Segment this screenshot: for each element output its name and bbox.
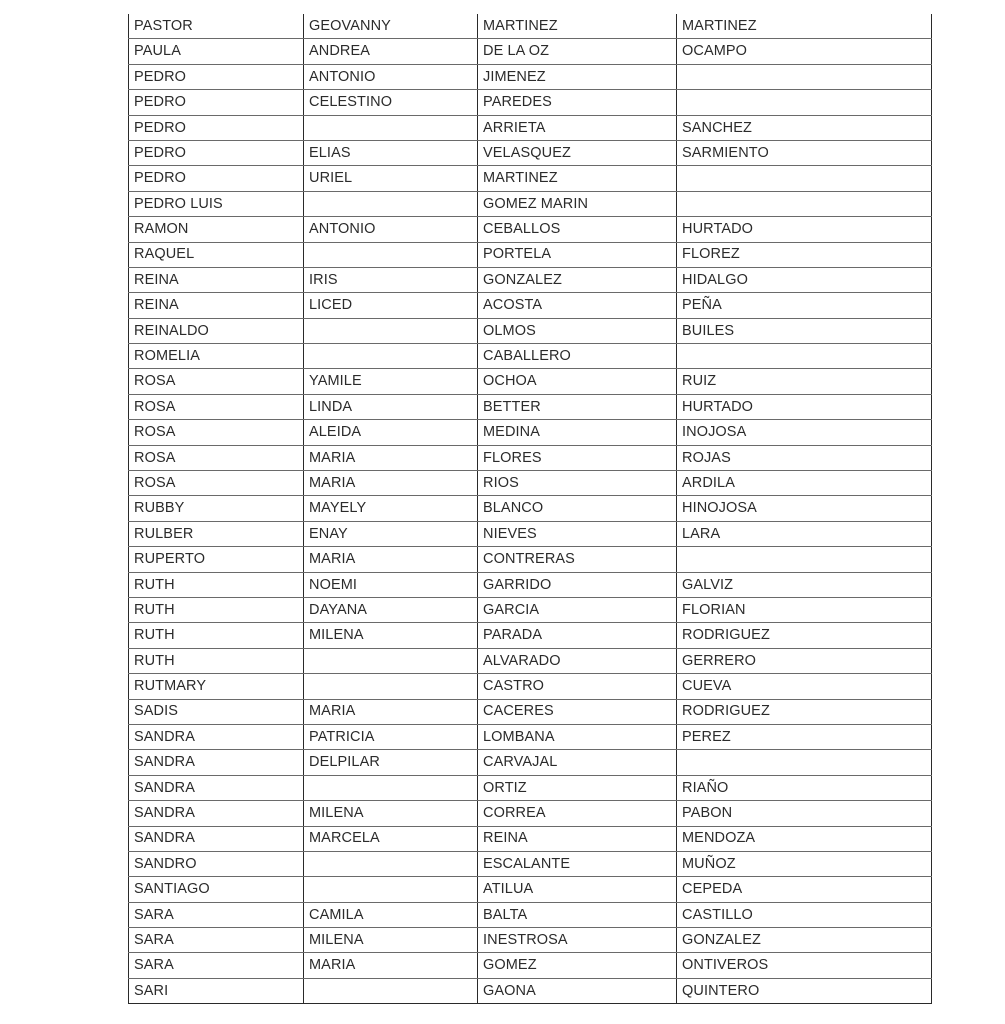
table-row (129, 978, 932, 1003)
first-surname-cell: ALVARADO (478, 648, 677, 673)
first-name-cell: PEDRO LUIS (129, 191, 304, 216)
middle-name-cell: MARIA (304, 547, 478, 572)
middle-name-cell (304, 978, 478, 1003)
table-row (129, 826, 932, 851)
table-row (129, 801, 932, 826)
second-surname-cell: CEPEDA (677, 877, 932, 902)
middle-name-cell (304, 242, 478, 267)
table-row (129, 851, 932, 876)
middle-name-cell (304, 115, 478, 140)
table-row (129, 953, 932, 978)
second-surname-cell: FLOREZ (677, 242, 932, 267)
table-row (129, 775, 932, 800)
first-name-cell: RUPERTO (129, 547, 304, 572)
first-surname-cell: GONZALEZ (478, 267, 677, 292)
second-surname-cell: LARA (677, 521, 932, 546)
table-row (129, 369, 932, 394)
first-surname-cell: PORTELA (478, 242, 677, 267)
table-row (129, 597, 932, 622)
table-row (129, 191, 932, 216)
second-surname-cell: HURTADO (677, 394, 932, 419)
first-name-cell: RAQUEL (129, 242, 304, 267)
first-surname-cell: ARRIETA (478, 115, 677, 140)
first-surname-cell: CEBALLOS (478, 217, 677, 242)
second-surname-cell (677, 344, 932, 369)
second-surname-cell: CUEVA (677, 674, 932, 699)
names-table-body (129, 14, 932, 1004)
middle-name-cell: MARIA (304, 699, 478, 724)
second-surname-cell: RODRIGUEZ (677, 623, 932, 648)
second-surname-cell: INOJOSA (677, 420, 932, 445)
middle-name-cell: MARIA (304, 445, 478, 470)
first-name-cell: PASTOR (129, 14, 304, 39)
table-row (129, 394, 932, 419)
first-name-cell: SANDRA (129, 801, 304, 826)
names-table (128, 14, 932, 1004)
second-surname-cell: FLORIAN (677, 597, 932, 622)
second-surname-cell: OCAMPO (677, 39, 932, 64)
middle-name-cell: URIEL (304, 166, 478, 191)
first-name-cell: SARI (129, 978, 304, 1003)
second-surname-cell: PEÑA (677, 293, 932, 318)
middle-name-cell: CAMILA (304, 902, 478, 927)
second-surname-cell: PABON (677, 801, 932, 826)
middle-name-cell (304, 674, 478, 699)
middle-name-cell: ANTONIO (304, 64, 478, 89)
second-surname-cell (677, 750, 932, 775)
table-row (129, 521, 932, 546)
second-surname-cell: RUIZ (677, 369, 932, 394)
table-row (129, 267, 932, 292)
middle-name-cell: MILENA (304, 928, 478, 953)
second-surname-cell: MUÑOZ (677, 851, 932, 876)
first-surname-cell: JIMENEZ (478, 64, 677, 89)
second-surname-cell: ARDILA (677, 471, 932, 496)
first-name-cell: RUBBY (129, 496, 304, 521)
middle-name-cell: MARIA (304, 953, 478, 978)
first-surname-cell: PAREDES (478, 90, 677, 115)
middle-name-cell: ELIAS (304, 140, 478, 165)
first-surname-cell: LOMBANA (478, 724, 677, 749)
first-name-cell: RUTH (129, 572, 304, 597)
table-row (129, 115, 932, 140)
second-surname-cell: HURTADO (677, 217, 932, 242)
table-row (129, 547, 932, 572)
table-row (129, 90, 932, 115)
first-name-cell: SARA (129, 902, 304, 927)
first-name-cell: SANDRA (129, 750, 304, 775)
middle-name-cell: ANDREA (304, 39, 478, 64)
second-surname-cell (677, 64, 932, 89)
middle-name-cell: PATRICIA (304, 724, 478, 749)
table-row (129, 318, 932, 343)
middle-name-cell: GEOVANNY (304, 14, 478, 39)
second-surname-cell: ROJAS (677, 445, 932, 470)
middle-name-cell (304, 344, 478, 369)
first-surname-cell: ATILUA (478, 877, 677, 902)
first-name-cell: RUTMARY (129, 674, 304, 699)
first-surname-cell: CONTRERAS (478, 547, 677, 572)
first-surname-cell: FLORES (478, 445, 677, 470)
first-name-cell: RULBER (129, 521, 304, 546)
table-row (129, 623, 932, 648)
middle-name-cell: ALEIDA (304, 420, 478, 445)
first-surname-cell: ESCALANTE (478, 851, 677, 876)
first-name-cell: PEDRO (129, 166, 304, 191)
first-name-cell: SANTIAGO (129, 877, 304, 902)
first-name-cell: SANDRA (129, 775, 304, 800)
first-surname-cell: MARTINEZ (478, 166, 677, 191)
first-surname-cell: GAONA (478, 978, 677, 1003)
first-name-cell: PEDRO (129, 115, 304, 140)
first-name-cell: PEDRO (129, 64, 304, 89)
first-surname-cell: BALTA (478, 902, 677, 927)
second-surname-cell: HIDALGO (677, 267, 932, 292)
table-row (129, 420, 932, 445)
first-name-cell: ROSA (129, 369, 304, 394)
first-name-cell: ROSA (129, 420, 304, 445)
first-surname-cell: RIOS (478, 471, 677, 496)
first-name-cell: SANDRO (129, 851, 304, 876)
table-row (129, 648, 932, 673)
table-row (129, 166, 932, 191)
first-name-cell: ROSA (129, 445, 304, 470)
middle-name-cell: MILENA (304, 801, 478, 826)
first-surname-cell: ACOSTA (478, 293, 677, 318)
middle-name-cell: MARIA (304, 471, 478, 496)
middle-name-cell: NOEMI (304, 572, 478, 597)
table-row (129, 928, 932, 953)
second-surname-cell: GERRERO (677, 648, 932, 673)
second-surname-cell: PEREZ (677, 724, 932, 749)
first-surname-cell: CASTRO (478, 674, 677, 699)
middle-name-cell (304, 648, 478, 673)
middle-name-cell: MILENA (304, 623, 478, 648)
first-surname-cell: VELASQUEZ (478, 140, 677, 165)
first-surname-cell: GOMEZ (478, 953, 677, 978)
table-row (129, 293, 932, 318)
middle-name-cell: MAYELY (304, 496, 478, 521)
first-name-cell: RAMON (129, 217, 304, 242)
first-surname-cell: GARRIDO (478, 572, 677, 597)
first-surname-cell: GOMEZ MARIN (478, 191, 677, 216)
second-surname-cell (677, 166, 932, 191)
second-surname-cell: BUILES (677, 318, 932, 343)
first-name-cell: SARA (129, 928, 304, 953)
middle-name-cell (304, 775, 478, 800)
second-surname-cell (677, 90, 932, 115)
middle-name-cell: IRIS (304, 267, 478, 292)
first-surname-cell: BLANCO (478, 496, 677, 521)
table-row (129, 699, 932, 724)
second-surname-cell: QUINTERO (677, 978, 932, 1003)
first-name-cell: ROSA (129, 471, 304, 496)
middle-name-cell: ENAY (304, 521, 478, 546)
first-surname-cell: BETTER (478, 394, 677, 419)
first-surname-cell: DE LA OZ (478, 39, 677, 64)
first-name-cell: RUTH (129, 648, 304, 673)
first-name-cell: ROMELIA (129, 344, 304, 369)
middle-name-cell (304, 877, 478, 902)
middle-name-cell (304, 851, 478, 876)
first-surname-cell: INESTROSA (478, 928, 677, 953)
first-name-cell: SADIS (129, 699, 304, 724)
first-name-cell: ROSA (129, 394, 304, 419)
middle-name-cell: LICED (304, 293, 478, 318)
table-row (129, 14, 932, 39)
first-name-cell: SANDRA (129, 826, 304, 851)
first-name-cell: PEDRO (129, 140, 304, 165)
first-surname-cell: CACERES (478, 699, 677, 724)
first-surname-cell: MEDINA (478, 420, 677, 445)
first-name-cell: SANDRA (129, 724, 304, 749)
first-surname-cell: PARADA (478, 623, 677, 648)
table-row (129, 724, 932, 749)
table-row (129, 674, 932, 699)
middle-name-cell (304, 318, 478, 343)
middle-name-cell: DAYANA (304, 597, 478, 622)
second-surname-cell: MENDOZA (677, 826, 932, 851)
second-surname-cell: RIAÑO (677, 775, 932, 800)
first-name-cell: SARA (129, 953, 304, 978)
middle-name-cell: DELPILAR (304, 750, 478, 775)
first-surname-cell: MARTINEZ (478, 14, 677, 39)
first-surname-cell: CORREA (478, 801, 677, 826)
first-surname-cell: GARCIA (478, 597, 677, 622)
table-row (129, 140, 932, 165)
middle-name-cell: MARCELA (304, 826, 478, 851)
first-surname-cell: CARVAJAL (478, 750, 677, 775)
table-row (129, 572, 932, 597)
table-row (129, 471, 932, 496)
second-surname-cell (677, 547, 932, 572)
second-surname-cell: MARTINEZ (677, 14, 932, 39)
middle-name-cell: YAMILE (304, 369, 478, 394)
second-surname-cell: SARMIENTO (677, 140, 932, 165)
second-surname-cell: ONTIVEROS (677, 953, 932, 978)
table-row (129, 877, 932, 902)
second-surname-cell: SANCHEZ (677, 115, 932, 140)
first-name-cell: RUTH (129, 623, 304, 648)
table-row (129, 217, 932, 242)
first-surname-cell: NIEVES (478, 521, 677, 546)
table-row (129, 39, 932, 64)
second-surname-cell: HINOJOSA (677, 496, 932, 521)
first-surname-cell: ORTIZ (478, 775, 677, 800)
first-name-cell: PEDRO (129, 90, 304, 115)
table-row (129, 750, 932, 775)
table-row (129, 242, 932, 267)
second-surname-cell: CASTILLO (677, 902, 932, 927)
first-name-cell: RUTH (129, 597, 304, 622)
first-surname-cell: OCHOA (478, 369, 677, 394)
middle-name-cell: LINDA (304, 394, 478, 419)
second-surname-cell: RODRIGUEZ (677, 699, 932, 724)
middle-name-cell: CELESTINO (304, 90, 478, 115)
table-row (129, 344, 932, 369)
first-name-cell: REINALDO (129, 318, 304, 343)
first-surname-cell: CABALLERO (478, 344, 677, 369)
first-name-cell: REINA (129, 267, 304, 292)
second-surname-cell: GONZALEZ (677, 928, 932, 953)
second-surname-cell: GALVIZ (677, 572, 932, 597)
middle-name-cell (304, 191, 478, 216)
table-row (129, 64, 932, 89)
first-name-cell: REINA (129, 293, 304, 318)
table-row (129, 445, 932, 470)
middle-name-cell: ANTONIO (304, 217, 478, 242)
table-row (129, 496, 932, 521)
first-surname-cell: OLMOS (478, 318, 677, 343)
second-surname-cell (677, 191, 932, 216)
first-surname-cell: REINA (478, 826, 677, 851)
table-row (129, 902, 932, 927)
first-name-cell: PAULA (129, 39, 304, 64)
